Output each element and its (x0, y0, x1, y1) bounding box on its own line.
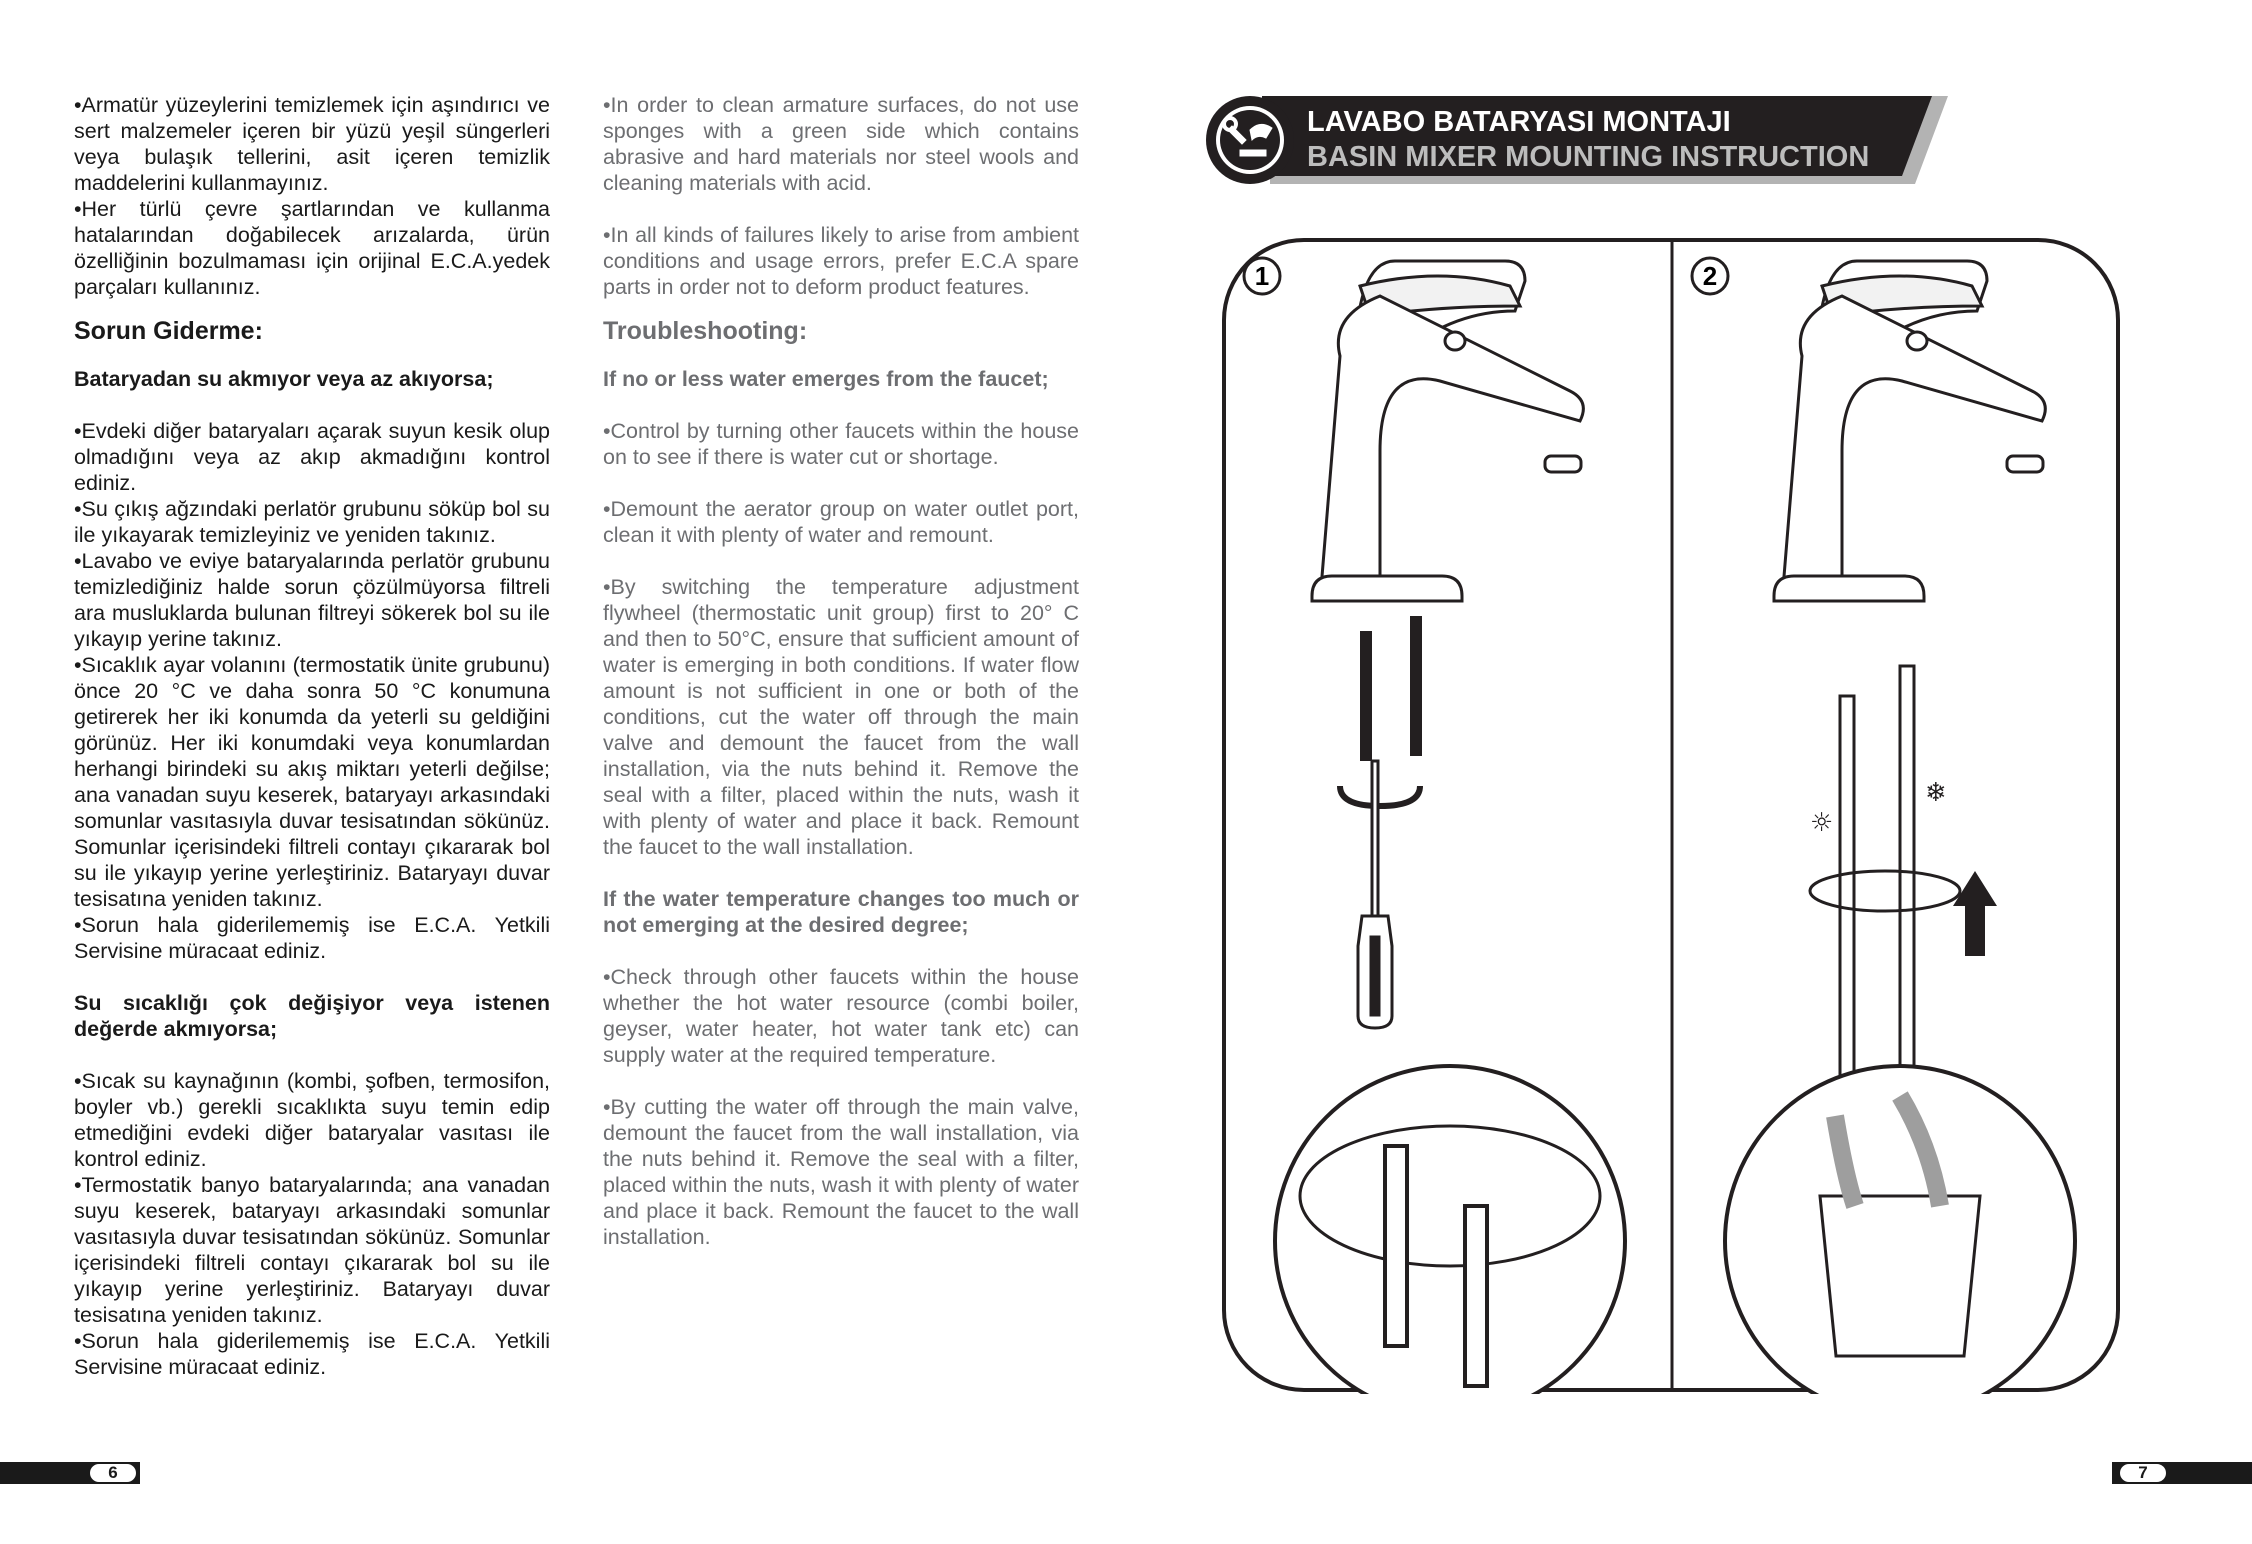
tr-answer-2-1: •Sıcak su kaynağının (kombi, şofben, termosifon, boyler vb.) gerekli sıcaklıkta suyu temin edip etmediğini evdeki diğer bataryalar vasıtası ile kontrol ediniz. (74, 1069, 550, 1171)
tr-answer-1-3: •Lavabo ve eviye bataryalarında perlatör grubunu temizlediğiniz halde sorun çözülmüyorsa filtreli ara musluklarda bulunan filtreyi sökerek bol su ile yıkayıp yerine takınız. (74, 549, 550, 651)
en-answer-1-1: •Control by turning other faucets within the house on to see if there is water cut or shortage. (603, 419, 1079, 469)
turkish-column (74, 92, 550, 1380)
tr-question-1: Bataryadan su akmıyor veya az akıyorsa; (74, 367, 494, 391)
svg-text:☼: ☼ (1810, 808, 1834, 838)
en-intro-2: •In all kinds of failures likely to arise from ambient conditions and usage errors, prefer E.C.A spare parts in order not to deform product features. (603, 223, 1079, 299)
title-english: BASIN MIXER MOUNTING INSTRUCTION (1307, 141, 1870, 173)
english-column (603, 92, 1079, 1250)
tr-question-2: Su sıcaklığı çok değişiyor veya istenen değerde akmıyorsa; (74, 991, 550, 1041)
detail-circle-2 (1725, 1066, 2075, 1394)
tr-answer-1-2: •Su çıkış ağzındaki perlatör grubunu söküp bol su ile yıkayarak temizleyiniz ve yeniden takınız. (74, 497, 550, 547)
en-answer-1-2: •Demount the aerator group on water outlet port, clean it with plenty of water and remount. (603, 497, 1079, 547)
en-answer-2-1: •Check through other faucets within the house whether the hot water resource (combi boiler, geyser, water heater, hot water tank etc) can supply water at the required temperature. (603, 965, 1079, 1067)
en-intro-1: •In order to clean armature surfaces, do not use sponges with a green side which contains abrasive and hard materials nor steel wools and cleaning materials with acid. (603, 93, 1079, 195)
en-answer-2-2: •By cutting the water off through the main valve, demount the faucet from the wall installation, via the nuts behind it. Remove the seal with a filter, placed within the nuts, wash it with plenty of water and place it back. Remount the faucet to the wall installation. (603, 1095, 1079, 1249)
tr-heading: Sorun Giderme: (74, 317, 263, 345)
page-number-right: 7 (2118, 1462, 2168, 1484)
en-question-2: If the water temperature changes too much or not emerging at the desired degree; (603, 887, 1079, 937)
mounting-diagram (1220, 236, 2122, 1394)
tr-answer-1-5: •Sorun hala giderilememiş ise E.C.A. Yetkili Servisine müracaat ediniz. (74, 913, 550, 963)
tr-answer-1-4: •Sıcaklık ayar volanını (termostatik ünite grubunu) önce 20 °C ve daha sonra 50 °C konumuna getirerek her iki konumda da yeterli su geldiğini görünüz. Her iki konumdaki veya konumlardan herhangi birindeki su akış miktarı yeterli değilse; ana vanadan suyu keserek, bataryayı arkasındaki somunlar vasıtasıyla duvar tesisatından sökünüz. Somunlar içerisindeki filtreli contayı çıkararak bol su ile yıkayıp yerine yerleştiriniz. Bataryayı duvar tesisatına yeniden takınız. (74, 653, 550, 911)
en-answer-1-3: •By switching the temperature adjustment flywheel (thermostatic unit group) first to 20° C and then to 50°C, ensure that sufficient amount of water is emerging in both conditions. If water flow amount is not sufficient in one or both of the conditions, cut the water off through the main valve and demount the faucet from the wall installation, via the nuts behind it. Remove the seal with a filter, placed within the nuts, wash it with plenty of water and place it back. Remount the faucet to the wall installation. (603, 575, 1079, 859)
detail-circle-1 (1275, 1066, 1625, 1394)
tr-answer-2-2: •Termostatik banyo bataryalarında; ana vanadan suyu keserek, bataryayı arkasındaki somunlar vasıtasıyla duvar tesisatından sökünüz. Somunlar içerisindeki filtreli contayı çıkararak bol su ile yıkayıp yerine yerleştiriniz. Bataryayı duvar tesisatına yeniden takınız. (74, 1173, 550, 1327)
step-2-number: 2 (1702, 261, 1718, 291)
en-question-1: If no or less water emerges from the faucet; (603, 367, 1049, 391)
tr-answer-1-1: •Evdeki diğer bataryaları açarak suyun kesik olup olmadığını veya az akıp akmadığını kontrol ediniz. (74, 419, 550, 495)
title-turkish: LAVABO BATARYASI MONTAJI (1307, 106, 1731, 138)
svg-text:❄: ❄ (1925, 778, 1947, 808)
tr-answer-2-3: •Sorun hala giderilememiş ise E.C.A. Yetkili Servisine müracaat ediniz. (74, 1329, 550, 1379)
tr-intro-1: •Armatür yüzeylerini temizlemek için aşındırıcı ve sert malzemeler içeren bir yüzü yeşil süngerleri veya bulaşık tellerini, asit içeren temizlik maddelerini kullanmayınız. (74, 93, 550, 195)
page-number-left: 6 (88, 1462, 138, 1484)
step-1-number: 1 (1254, 261, 1270, 291)
tr-intro-2: •Her türlü çevre şartlarından ve kullanma hatalarından doğabilecek arızalarda, ürün özelliğinin bozulmaması için orijinal E.C.A.yedek parçaları kullanınız. (74, 197, 550, 299)
en-heading: Troubleshooting: (603, 317, 808, 345)
